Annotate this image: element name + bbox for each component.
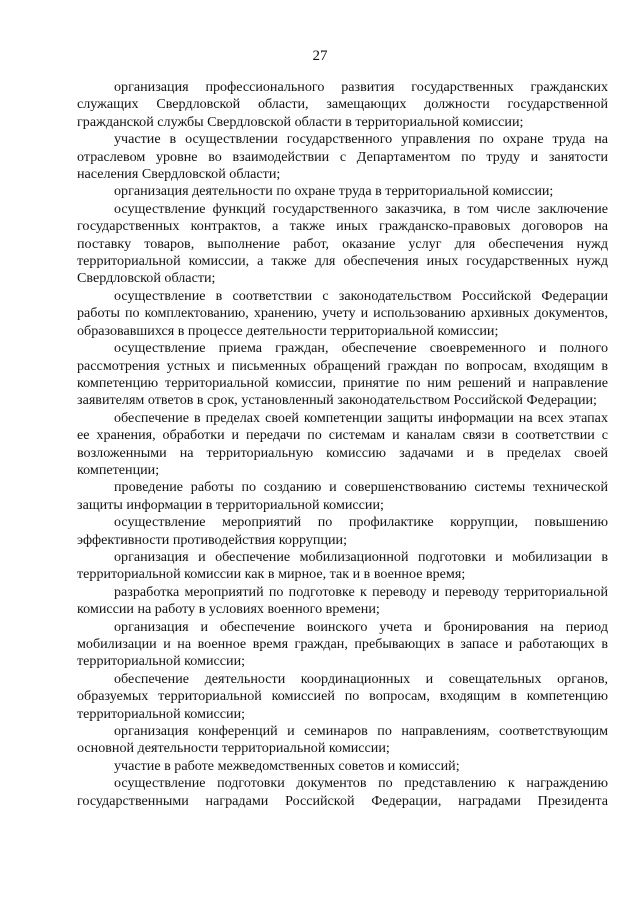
paragraph: осуществление в соответствии с законодательством Российской Федерации работы по комплектованию, хранению, учету и использованию архивных документов, образовавшихся в процессе деятельности территориальной комиссии; <box>77 287 608 339</box>
paragraph: разработка мероприятий по подготовке к переводу и переводу территориальной комиссии на работу в условиях военного времени; <box>77 583 608 618</box>
paragraph: организация деятельности по охране труда в территориальной комиссии; <box>114 183 554 200</box>
paragraph: осуществление приема граждан, обеспечение своевременного и полного рассмотрения устных и письменных обращений граждан по вопросам, входящим в компетенцию территориальной комиссии, принятие по ним решений и направление заявителям ответов в срок, установленный законодательством Российской Федерации; <box>77 340 608 409</box>
paragraph: организация профессионального развития государственных гражданских служащих Свердловской области, замещающих должности государственной гражданской службы Свердловской области в территориальной комиссии; <box>77 79 608 130</box>
paragraph: осуществление подготовки документов по представлению к награждению государственными наградами Российской Федерации, наградами Президента <box>77 775 608 809</box>
paragraph: осуществление функций государственного заказчика, в том числе заключение государственных контрактов, а также иных гражданско-правовых договоров на поставку товаров, выполнение работ, оказание услуг для обеспечения нужд территориальной комиссии, а также для обеспечения иных государственных нужд Свердловской области; <box>77 200 608 287</box>
paragraph: организация и обеспечение воинского учета и бронирования на период мобилизации и на военное время граждан, пребывающих в запасе и работающих в территориальной комиссии; <box>77 618 608 670</box>
paragraph: обеспечение в пределах своей компетенции защиты информации на всех этапах ее хранения, обработки и передачи по системам и каналам связи в соответствии с возложенными на территориальную комиссию задачами и в пределах своей компетенции; <box>77 409 608 478</box>
paragraph: проведение работы по созданию и совершенствованию системы технической защиты информации в территориальной комиссии; <box>77 479 608 513</box>
paragraph: осуществление мероприятий по профилактике коррупции, повышению эффективности противодействия коррупции; <box>77 514 608 548</box>
paragraph: организация конференций и семинаров по направлениям, соответствующим основной деятельности территориальной комиссии; <box>77 723 608 757</box>
paragraph: участие в работе межведомственных советов и комиссий; <box>114 757 460 774</box>
paragraph: организация и обеспечение мобилизационной подготовки и мобилизации в территориальной комиссии как в мирное, так и в военное время; <box>77 548 608 583</box>
paragraph: участие в осуществлении государственного управления по охране труда на отраслевом уровне во взаимодействии с Департаментом по труду и занятости населения Свердловской области; <box>77 131 608 183</box>
page-number: 27 <box>312 48 328 64</box>
document-body <box>77 79 608 810</box>
paragraph: обеспечение деятельности координационных и совещательных органов, образуемых территориальной комиссией по вопросам, входящим в компетенцию территориальной комиссии; <box>77 670 608 722</box>
